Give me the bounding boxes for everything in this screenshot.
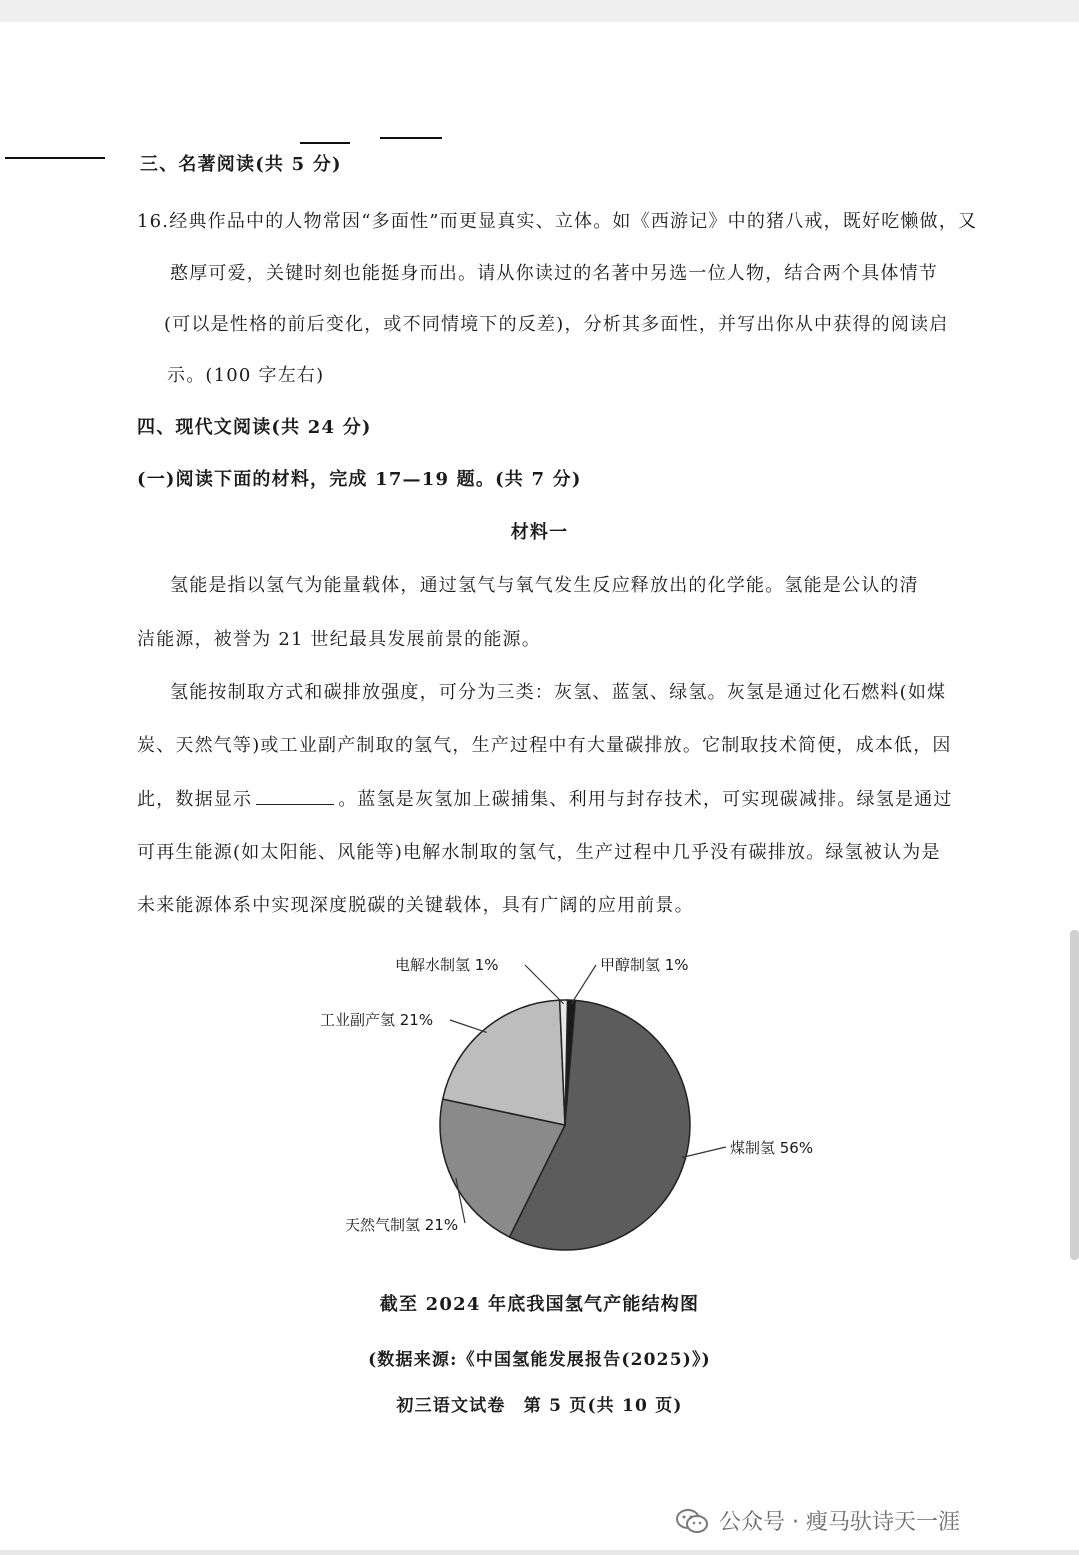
section-4-heading: 四、现代文阅读(共 24 分) [137,417,372,438]
paragraph-line: 炭、天然气等)或工业副产制取的氢气，生产过程中有大量碳排放。它制取技术简便，成本低，因 [137,735,952,756]
paragraph-line: 未来能源体系中实现深度脱碳的关键载体，具有广阔的应用前景。 [137,895,694,916]
wechat-account-text: 公众号 · 瘦马驮诗天一涯 [719,1510,960,1535]
paragraph-line: 洁能源，被誉为 21 世纪最具发展前景的能源。 [137,629,541,650]
paragraph-line: 氢能是指以氢气为能量载体，通过氢气与氧气发生反应释放出的化学能。氢能是公认的清 [170,575,919,596]
pie-leader-line-4 [525,965,564,1004]
pie-label-2: 天然气制氢 21% [345,1216,459,1234]
scan-mark-right [380,137,442,139]
paragraph-line: 氢能按制取方式和碳排放强度，可分为三类：灰氢、蓝氢、绿氢。灰氢是通过化石燃料(如煤 [170,682,947,703]
bottom-band [0,1550,1079,1555]
fill-in-blank [256,788,334,805]
scrollbar-thumb[interactable] [1070,930,1079,1260]
pie-leader-line-3 [450,1020,487,1032]
text-after-blank: 。蓝氢是灰氢加上碳捕集、利用与封存技术，可实现碳减排。绿氢是通过 [338,789,953,810]
page-footer: 初三语文试卷 第 5 页(共 10 页) [396,1396,683,1416]
wechat-watermark [675,1505,960,1536]
paragraph-line-with-blank [137,785,953,811]
top-band [0,0,1079,22]
scan-mark-left [5,157,105,159]
question-16-line: 16.经典作品中的人物常因“多面性”而更显真实、立体。如《西游记》中的猪八戒，既好吃懒做，又 [137,211,978,232]
pie-label-0: 甲醇制氢 1% [600,956,689,974]
pie-label-3: 工业副产氢 21% [320,1011,434,1029]
material-title: 材料一 [510,522,569,543]
scan-mark-mid [300,142,350,144]
chart-source: (数据来源:《中国氢能发展报告(2025)》) [368,1350,711,1370]
section-3-heading: 三、名著阅读(共 5 分) [140,154,342,175]
question-16-line: (可以是性格的前后变化，或不同情境下的反差)，分析其多面性，并写出你从中获得的阅读启 [164,314,949,335]
paragraph-line: 可再生能源(如太阳能、风能等)电解水制取的氢气，生产过程中几乎没有碳排放。绿氢被认为是 [137,842,941,863]
question-16-line: 憨厚可爱，关键时刻也能挺身而出。请从你读过的名著中另选一位人物，结合两个具体情节 [170,263,938,284]
pie-leader-line-0 [571,965,596,1004]
chart-title: 截至 2024 年底我国氢气产能结构图 [379,1294,700,1315]
subsection-1-heading: (一)阅读下面的材料，完成 17—19 题。(共 7 分) [137,469,582,490]
wechat-icon [675,1507,709,1535]
pie-label-1: 煤制氢 56% [730,1139,814,1157]
question-16-line: 示。(100 字左右) [167,365,325,386]
hydrogen-capacity-pie-chart [300,940,860,1260]
pie-label-4: 电解水制氢 1% [395,956,499,974]
text-before-blank: 此，数据显示 [137,789,253,810]
